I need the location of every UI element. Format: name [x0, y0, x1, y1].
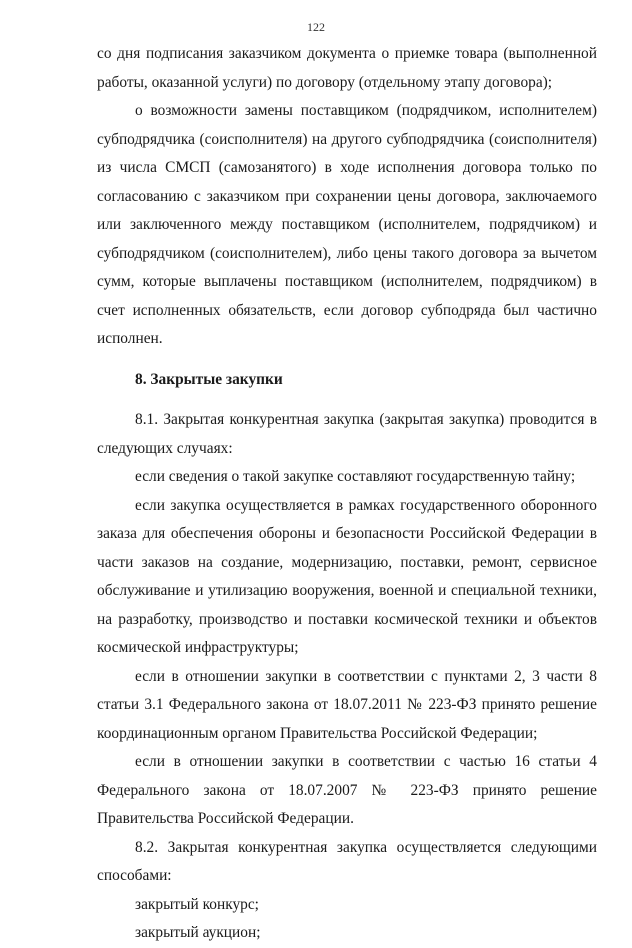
paragraph-defense-order: если закупка осуществляется в рамках государственного оборонного заказа для обеспечения обороны и безопасности Российской Федерации в части заказов на создание, модернизацию, поставки, ремонт, сервисное обслуживание и утилизацию вооружения, военной и специальной техники, на разработку, производство и поставки космической техники и объектов космической инфраструктуры;	[97, 496, 597, 656]
list-item-closed-contest: закрытый конкурс;	[135, 895, 259, 913]
paragraph-8-2: 8.2. Закрытая конкурентная закупка осуществляется следующими способами:	[97, 838, 597, 884]
page-number: 122	[307, 20, 325, 34]
document-body	[97, 40, 597, 948]
section-heading: 8. Закрытые закупки	[135, 370, 283, 388]
paragraph-state-secret: если сведения о такой закупке составляют государственную тайну;	[135, 468, 576, 485]
paragraph-coordination-body: если в отношении закупки в соответствии с пунктами 2, 3 части 8 статьи 3.1 Федерального закона от 18.07.2011 № 223-ФЗ принято решение координационным органом Правительства Российской Федерации;	[97, 667, 597, 742]
paragraph-continuation: со дня подписания заказчиком документа о приемке товара (выполненной работы, оказанной услуги) по договору (отдельному этапу договора);	[97, 45, 597, 91]
paragraph-subcontractor-replacement: о возможности замены поставщиком (подрядчиком, исполнителем) субподрядчика (соисполнителя) на другого субподрядчика (соисполнителя) из числа СМСП (самозанятого) в ходе исполнения договора только по согласованию с заказчиком при сохранении цены договора, заключаемого или заключенного между поставщиком (исполнителем, подрядчиком) и субподрядчиком (соисполнителем), либо цены такого договора за вычетом сумм, которые выплачены поставщиком (исполнителем, подрядчиком) в счет исполненных обязательств, если договор субподряда был частично исполнен.	[97, 102, 597, 347]
paragraph-government-decision: если в отношении закупки в соответствии с частью 16 статьи 4 Федерального закона от 18.07.2007 № 223-ФЗ принято решение Правительства Российской Федерации.	[97, 753, 597, 827]
paragraph-8-1: 8.1. Закрытая конкурентная закупка (закрытая закупка) проводится в следующих случаях:	[97, 411, 597, 457]
list-item-closed-auction: закрытый аукцион;	[135, 924, 261, 941]
